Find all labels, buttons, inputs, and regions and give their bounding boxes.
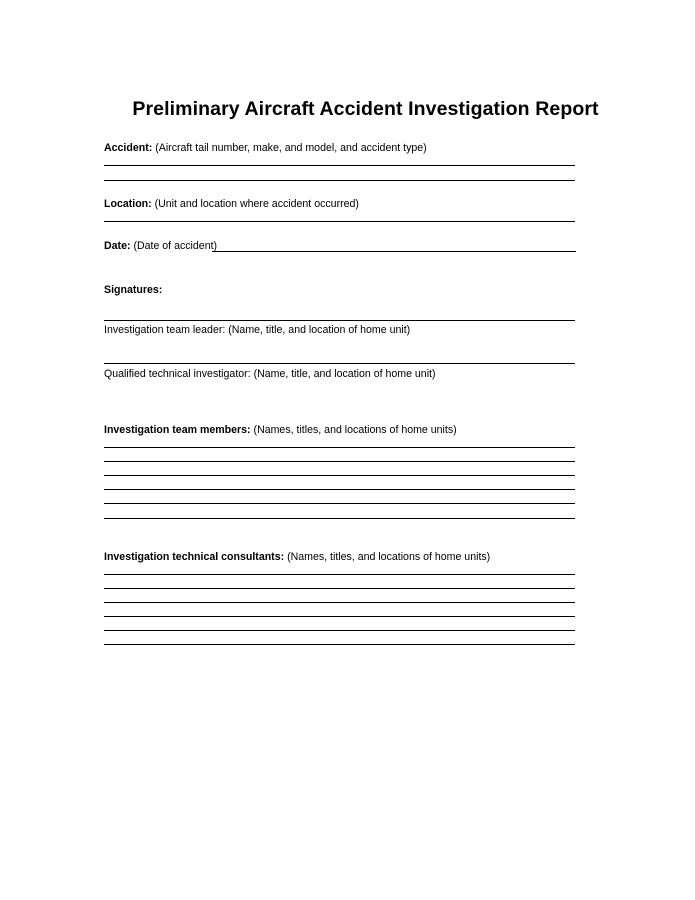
consultants-line-6[interactable] xyxy=(104,644,575,645)
signatures-label: Signatures: xyxy=(104,284,163,296)
leader-caption: Investigation team leader: (Name, title, and location of home unit) xyxy=(104,324,411,336)
team-members-line-6[interactable] xyxy=(104,518,575,519)
team-members-line-1[interactable] xyxy=(104,447,575,448)
consultants-line-3[interactable] xyxy=(104,602,575,603)
team-members-line-3[interactable] xyxy=(104,475,575,476)
location-label-row xyxy=(104,198,359,211)
investigator-signature-line[interactable] xyxy=(104,363,575,364)
team-members-label-row xyxy=(104,424,457,437)
consultants-line-1[interactable] xyxy=(104,574,575,575)
consultants-hint: (Names, titles, and locations of home units) xyxy=(284,551,491,563)
team-members-line-4[interactable] xyxy=(104,489,575,490)
consultants-line-5[interactable] xyxy=(104,630,575,631)
date-line[interactable] xyxy=(212,251,576,252)
date-label: Date: xyxy=(104,240,131,252)
team-members-hint: (Names, titles, and locations of home units) xyxy=(250,424,457,436)
accident-label: Accident: xyxy=(104,142,153,154)
consultants-line-2[interactable] xyxy=(104,588,575,589)
accident-hint: (Aircraft tail number, make, and model, and accident type) xyxy=(152,142,427,154)
location-hint: (Unit and location where accident occurred) xyxy=(151,198,359,210)
leader-signature-line[interactable] xyxy=(104,320,575,321)
consultants-label-row xyxy=(104,551,490,564)
signatures-label-row xyxy=(104,284,162,297)
team-members-label: Investigation team members: xyxy=(104,424,251,436)
consultants-label: Investigation technical consultants: xyxy=(104,551,285,563)
accident-label-row xyxy=(104,142,427,155)
page-title: Preliminary Aircraft Accident Investigation Report xyxy=(132,98,599,120)
location-label: Location: xyxy=(104,198,152,210)
date-hint: (Date of accident) xyxy=(130,240,218,252)
investigator-caption: Qualified technical investigator: (Name, title, and location of home unit) xyxy=(104,368,436,380)
date-label-row xyxy=(104,240,217,253)
team-members-line-2[interactable] xyxy=(104,461,575,462)
accident-line-1[interactable] xyxy=(104,165,575,166)
location-line[interactable] xyxy=(104,221,575,222)
team-members-line-5[interactable] xyxy=(104,503,575,504)
consultants-line-4[interactable] xyxy=(104,616,575,617)
accident-line-2[interactable] xyxy=(104,180,575,181)
